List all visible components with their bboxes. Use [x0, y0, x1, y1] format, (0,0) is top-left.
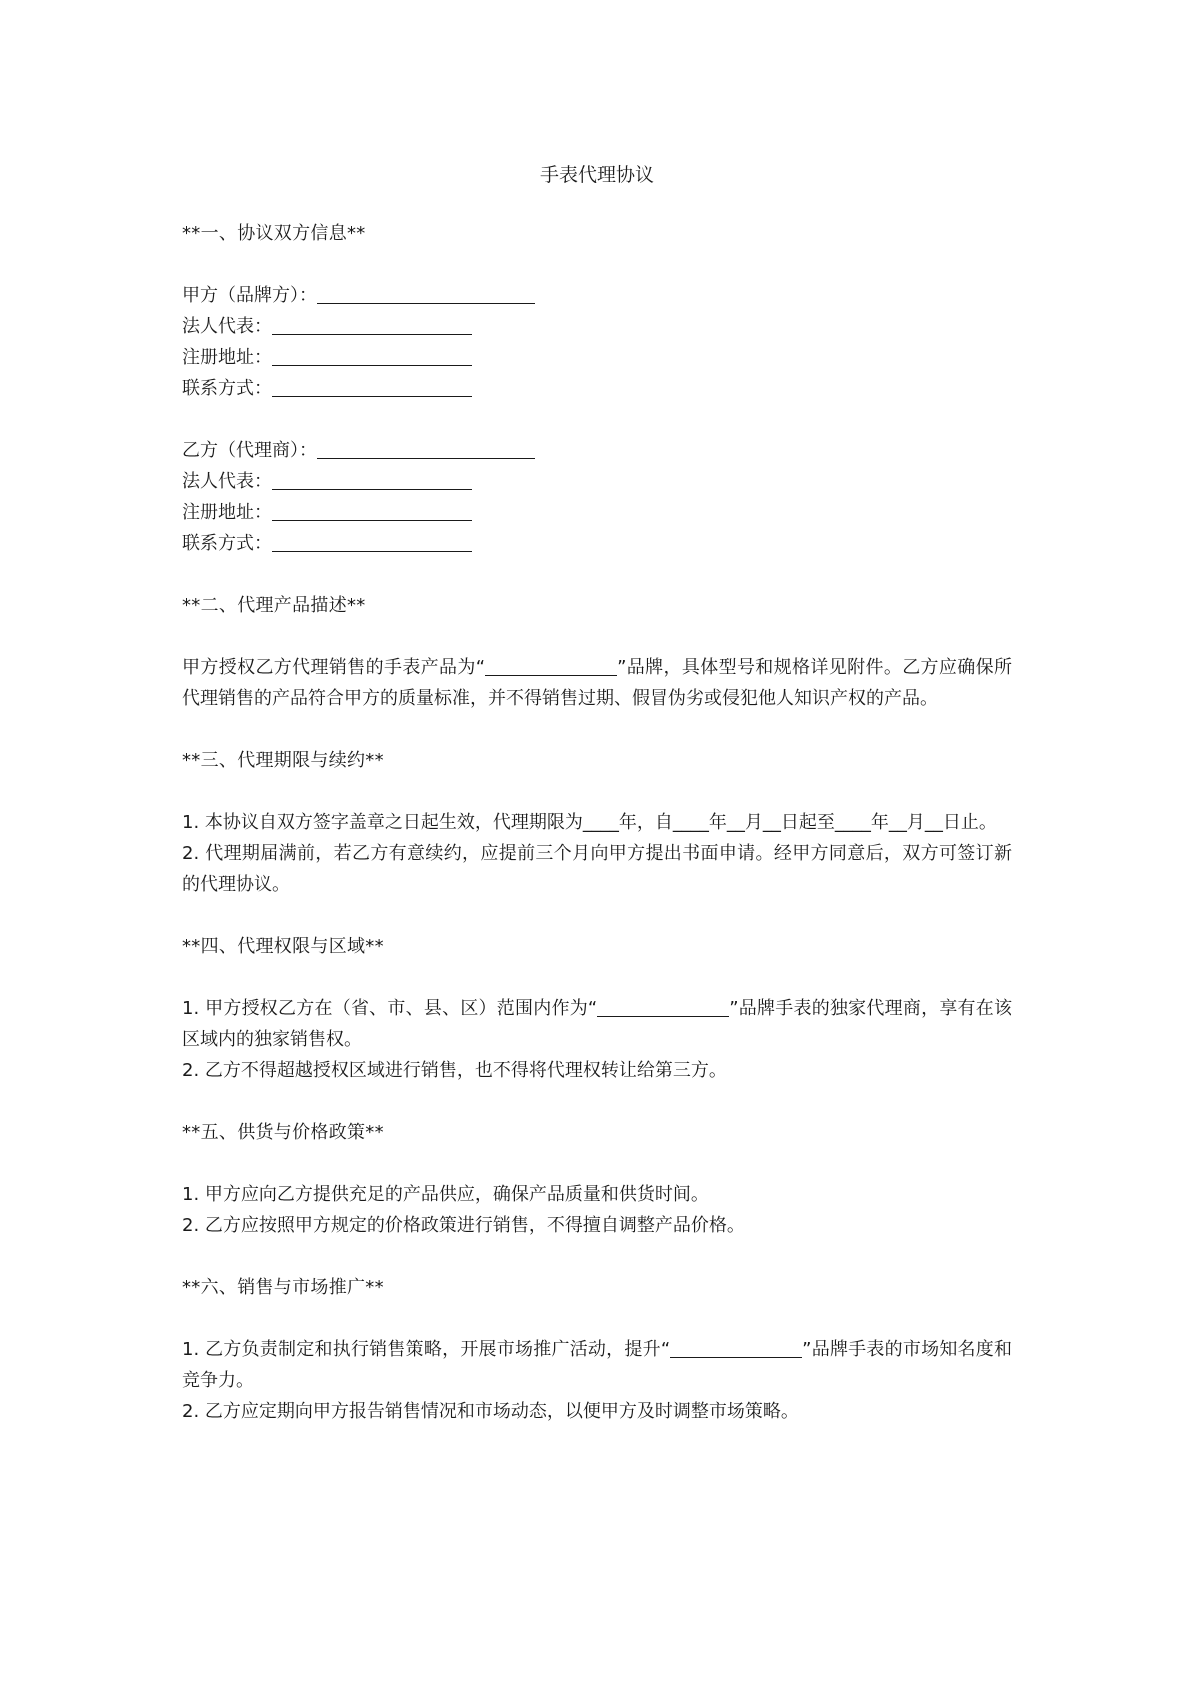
spacer [182, 1303, 1012, 1334]
section-6-heading: **六、销售与市场推广** [182, 1277, 384, 1298]
section-5-heading: **五、供货与价格政策** [182, 1122, 384, 1143]
party-a-address-line [182, 342, 1012, 373]
party-b-contact-blank[interactable] [272, 531, 472, 552]
party-b-name-line [182, 435, 1012, 466]
brand-name-blank[interactable] [670, 1337, 802, 1358]
section-4-item-1 [182, 993, 1012, 1055]
party-a-name-label: 甲方（品牌方）： [182, 285, 317, 306]
spacer [182, 1086, 1012, 1117]
section-1-heading: **一、协议双方信息** [182, 223, 366, 244]
party-a-rep-label: 法人代表： [182, 316, 272, 337]
party-a-address-blank[interactable] [272, 345, 472, 366]
party-a-contact-label: 联系方式： [182, 378, 272, 399]
section-3-item-1: 1. 本协议自双方签字盖章之日起生效，代理期限为____年，自____年__月__日起至____年__月__日止。 [182, 812, 997, 833]
spacer [182, 900, 1012, 931]
party-b-address-blank[interactable] [272, 500, 472, 521]
spacer [182, 776, 1012, 807]
section-2-text-after-blank: ”品牌，具体型号和规格详见附件。乙方应确保所代理销售的产品符合甲方的质量标准，并不得销售过期、假冒伪劣或侵犯他人知识产权的产品。 [182, 657, 1012, 709]
section-2-text-before-blank: 甲方授权乙方代理销售的手表产品为“ [182, 657, 486, 678]
party-a-rep-line [182, 311, 1012, 342]
party-b-contact-line [182, 528, 1012, 559]
section-5-item-1: 1. 甲方应向乙方提供充足的产品供应，确保产品质量和供货时间。 [182, 1184, 709, 1205]
spacer [182, 1241, 1012, 1272]
section-4-item-2: 2. 乙方不得超越授权区域进行销售，也不得将代理权转让给第三方。 [182, 1060, 727, 1081]
party-b-address-line [182, 497, 1012, 528]
party-b-rep-line [182, 466, 1012, 497]
section-3-heading: **三、代理期限与续约** [182, 750, 384, 771]
party-a-name-line [182, 280, 1012, 311]
party-a-contact-line [182, 373, 1012, 404]
document-title: 手表代理协议 [539, 164, 654, 186]
party-b-address-label: 注册地址： [182, 502, 272, 523]
party-b-rep-blank[interactable] [272, 469, 472, 490]
spacer [182, 962, 1012, 993]
party-b-contact-label: 联系方式： [182, 533, 272, 554]
section-4-text-before-blank: 1. 甲方授权乙方在（省、市、县、区）范围内作为“ [182, 998, 598, 1019]
spacer [182, 621, 1012, 652]
section-6-item-2: 2. 乙方应定期向甲方报告销售情况和市场动态，以便甲方及时调整市场策略。 [182, 1401, 799, 1422]
party-a-contact-blank[interactable] [272, 376, 472, 397]
spacer [182, 559, 1012, 590]
section-6-text-after-blank: ”品牌手表的市场知名度和竞争力。 [182, 1339, 1013, 1391]
party-b-name-blank[interactable] [317, 438, 535, 459]
document-body [182, 160, 1012, 1427]
section-4-heading: **四、代理权限与区域** [182, 936, 384, 957]
party-a-address-label: 注册地址： [182, 347, 272, 368]
brand-name-blank[interactable] [485, 655, 617, 676]
section-2-heading: **二、代理产品描述** [182, 595, 366, 616]
spacer [182, 404, 1012, 435]
section-3-item-2: 2. 代理期届满前，若乙方有意续约，应提前三个月向甲方提出书面申请。经甲方同意后，双方可签订新的代理协议。 [182, 843, 1012, 895]
party-b-rep-label: 法人代表： [182, 471, 272, 492]
section-5-item-2: 2. 乙方应按照甲方规定的价格政策进行销售，不得擅自调整产品价格。 [182, 1215, 745, 1236]
party-a-name-blank[interactable] [317, 283, 535, 304]
brand-name-blank[interactable] [597, 996, 729, 1017]
section-2-paragraph [182, 652, 1012, 714]
party-a-rep-blank[interactable] [272, 314, 472, 335]
spacer [182, 1148, 1012, 1179]
party-b-name-label: 乙方（代理商）： [182, 440, 317, 461]
spacer [182, 249, 1012, 280]
section-6-item-1 [182, 1334, 1012, 1396]
section-6-text-before-blank: 1. 乙方负责制定和执行销售策略，开展市场推广活动，提升“ [182, 1339, 671, 1360]
spacer [182, 714, 1012, 745]
section-4-text-after-blank: ”品牌手表的独家代理商，享有在该区域内的独家销售权。 [182, 998, 1013, 1050]
